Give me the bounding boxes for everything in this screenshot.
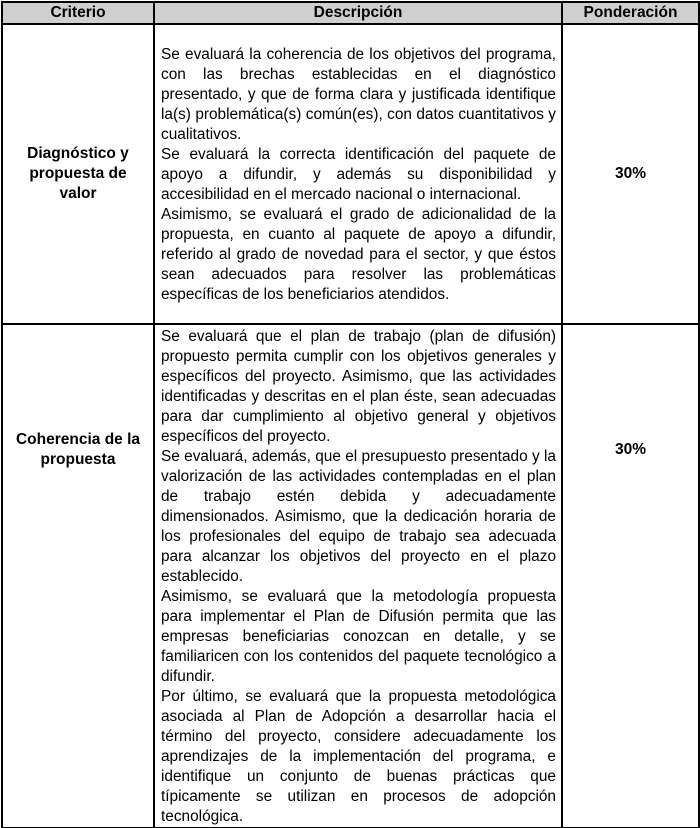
table-header-row: [2, 2, 699, 24]
descripcion-paragraph: Asimismo, se evaluará el grado de adicionalidad de la propuesta, en cuanto al paquete de apoyo a difundir, referido al grado de novedad para el sector, y que éstos sean adecuados para resolver las problemáticas específicas de los beneficiarios atendidos.: [161, 206, 556, 303]
evaluation-criteria-table: [1, 1, 700, 828]
descripcion-paragraph: Se evaluará, además, que el presupuesto presentado y la valorización de las actividades contempladas en el plan de trabajo estén debida y adecuadamente dimensionados. Asimismo, que la dedicación horaria de los profesionales del equipo de trabajo sea adecuada para alcanzar los objetivos del proyecto en el plazo establecido.: [161, 448, 556, 585]
ponderacion-cell: 30%: [562, 324, 699, 828]
descripcion-paragraph: Se evaluará la coherencia de los objetivos del programa, con las brechas establecidas en el diagnóstico presentado, y que de forma clara y justificada identifique la(s) problemática(s) común(es), con datos cuantitativos y cualitativos.: [161, 46, 556, 143]
criterio-cell: Diagnóstico y propuesta de valor: [2, 24, 154, 324]
table-row-diagnostico: [2, 24, 699, 324]
descripcion-paragraph: Asimismo, se evaluará que la metodología propuesta para implementar el Plan de Difusión permita que las empresas beneficiarias conozcan en detalle, y se familiaricen con los contenidos del paquete tecnológico a difundir.: [161, 588, 556, 685]
descripcion-paragraph: Se evaluará que el plan de trabajo (plan de difusión) propuesto permita cumplir con los objetivos generales y específicos del proyecto. Asimismo, que las actividades identificadas y descritas en el plan éste, sean adecuadas para dar cumplimiento al objetivo general y objetivos específicos del proyecto.: [161, 328, 556, 445]
descripcion-paragraph: Se evaluará la correcta identificación del paquete de apoyo a difundir, y además su disponibilidad y accesibilidad en el mercado nacional o internacional.: [161, 146, 556, 203]
ponderacion-cell: 30%: [562, 24, 699, 324]
descripcion-cell: [154, 324, 562, 828]
descripcion-cell: [154, 24, 562, 324]
column-header-descripcion: Descripción: [154, 2, 562, 24]
descripcion-paragraph: Por último, se evaluará que la propuesta metodológica asociada al Plan de Adopción a desarrollar hacia el término del proyecto, considere adecuadamente los aprendizajes de la implementación del programa, e identifique un conjunto de buenas prácticas que típicamente se utilizan en procesos de adopción tecnológica.: [161, 688, 556, 825]
column-header-ponderacion: Ponderación: [562, 2, 699, 24]
criterio-cell: Coherencia de la propuesta: [2, 324, 154, 828]
column-header-criterio: Criterio: [2, 2, 154, 24]
table-row-coherencia: [2, 324, 699, 828]
